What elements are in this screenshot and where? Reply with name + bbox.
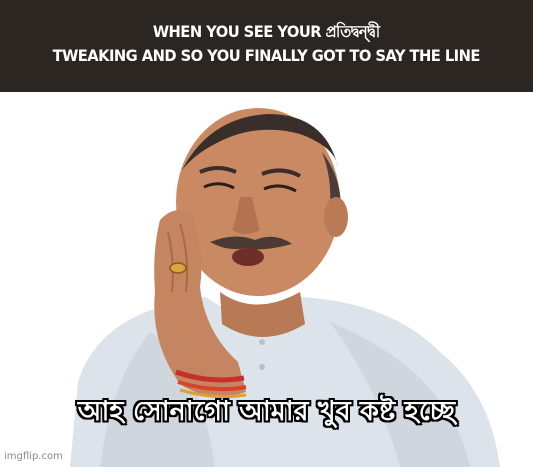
mouth: [232, 248, 264, 266]
bottom-caption: আহ সোনাগো আমার খুব কষ্ট হচ্ছে: [77, 396, 456, 427]
ring: [170, 263, 186, 273]
imgflip-watermark: imgflip.com: [4, 451, 63, 462]
top-caption-line-1: WHEN YOU SEE YOUR প্রতিদ্বন্দ্বী: [153, 22, 380, 41]
top-caption-line-2: TWEAKING AND SO YOU FINALLY GOT TO SAY THE LINE: [52, 46, 481, 65]
ear: [324, 197, 348, 237]
top-caption-bar: [0, 0, 533, 92]
